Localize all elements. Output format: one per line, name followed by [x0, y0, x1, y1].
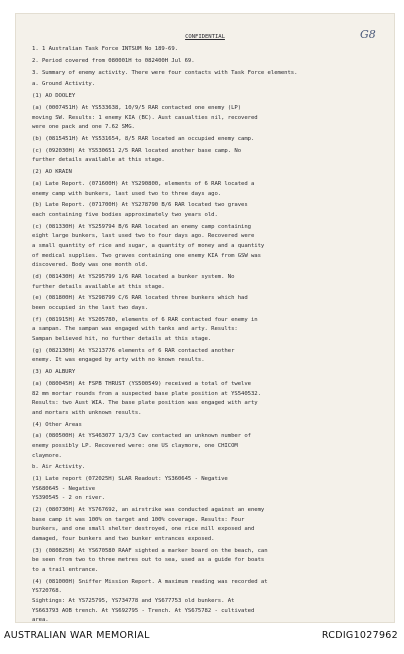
- document-line: (b) Late Report. (071700H) At YS278790 B/6 RAR located two graves: [32, 202, 248, 209]
- document-line: YS720768.: [32, 588, 62, 595]
- document-line: were one pack and one 7.62 SMG.: [32, 124, 135, 131]
- footer-record-id: RCDIG1027962: [321, 630, 398, 641]
- document-line: damaged, four bunkers and two bunker entrances exposed.: [32, 536, 215, 542]
- document-line: (4) Other Areas: [32, 421, 82, 428]
- classification-header: CONFIDENTIAL: [185, 34, 225, 40]
- document-line: (e) (081800H) At YS298799 C/6 RAR located three bunkers which had: [32, 295, 248, 302]
- document-line: base camp it was 100% on target and 100% coverage. Results: Four: [32, 516, 245, 523]
- document-line: (d) (081430H) At YS295799 1/6 RAR located a bunker system. No: [32, 274, 235, 280]
- footer-archive-name: AUSTRALIAN WAR MEMORIAL: [4, 630, 150, 641]
- document-line: and mortars with unknown results.: [32, 409, 142, 416]
- document-page: [16, 14, 394, 622]
- document-line: YS663793 AOB trench. At YS692795 - Trench. At YS675782 - cultivated: [32, 607, 255, 614]
- document-line: (1) AO DOOLEY: [32, 93, 76, 100]
- document-line: (a) (080500H) At YS463077 1/3/3 Cav contacted an unknown number of: [32, 433, 251, 440]
- document-line: claymore.: [32, 452, 62, 459]
- document-line: (4) (081000H) Sniffer Mission Report. A maximum reading was recorded at: [32, 578, 268, 585]
- document-line: (b) (0815451H) At YS531654, 8/5 RAR located an occupied enemy camp.: [32, 136, 255, 142]
- document-line: to a trail entrance.: [32, 567, 99, 573]
- document-line: moving SW. Results: 1 enemy KIA (BC). Aust casualties nil, recovered: [32, 114, 258, 121]
- document-line: of medical supplies. Two graves containing one enemy KIA from GSW was: [32, 252, 261, 259]
- document-line: further details available at this stage.: [32, 157, 165, 164]
- document-line: further details available at this stage.: [32, 283, 165, 290]
- document-line: enemy. It was engaged by arty with no known results.: [32, 357, 205, 364]
- document-line: 3. Summary of enemy activity. There were four contacts with Task Force elements.: [32, 69, 298, 76]
- document-line: area.: [32, 617, 49, 622]
- document-line: (a) Late Report. (071600H) At YS290800, elements of 6 RAR located a: [32, 181, 255, 187]
- document-line: YS390545 - 2 on river.: [32, 495, 105, 502]
- document-line: Results: two Aust WIA. The base plate position was engaged with arty: [32, 400, 258, 407]
- document-line: (c) (081330H) At YS259794 B/6 RAR located an enemy camp containing: [32, 223, 251, 230]
- document-line: each containing five bodies approximately two years old.: [32, 212, 218, 218]
- document-line: discovered. Body was one month old.: [32, 262, 149, 269]
- document-line: (g) (082130H) At YS213776 elements of 6 RAR contacted another: [32, 347, 235, 354]
- handwritten-page-number: G8: [360, 28, 376, 41]
- document-line: enemy camp with bunkers, last used two to three days ago.: [32, 190, 222, 197]
- document-line: 2. Period covered from 080001H to 082400H Jul 69.: [32, 57, 195, 64]
- document-line: (1) Late report (072025H) SLAR Readout: YS360645 - Negative: [32, 476, 228, 483]
- document-line: 1. 1 Australian Task Force INTSUM No 189-69.: [32, 46, 178, 52]
- document-line: been occupied in the last two days.: [32, 305, 149, 311]
- document-line: a. Ground Activity.: [32, 81, 96, 88]
- document-line: eight large bunkers, last used two to four days ago. Recovered were: [32, 233, 255, 240]
- document-line: b. Air Activity.: [32, 464, 86, 471]
- document-line: a sampan. The sampan was engaged with tanks and arty. Results:: [32, 326, 238, 333]
- document-line: (c) (092030H) At YS530651 2/5 RAR located another base camp. No: [32, 147, 242, 154]
- document-line: Sightings: At YS725795, YS734778 and YS677753 old bunkers. At: [32, 598, 235, 604]
- document-line: (a) (080045H) At FSPB THRUST (YS500549) received a total of twelve: [32, 381, 251, 387]
- document-line: (3) AO ALBURY: [32, 369, 76, 376]
- document-line: a small quantity of rice and sugar, a quantity of money and a quantity: [32, 243, 265, 249]
- document-line: YS680645 - Negative: [32, 485, 96, 492]
- document-line: (2) AO KRAIN: [32, 169, 72, 176]
- document-line: (3) (080825H) At YS670580 RAAF sighted a marker board on the beach, can: [32, 547, 268, 554]
- document-line: (f) (081915H) At YS205780, elements of 6 RAR contacted four enemy in: [32, 316, 258, 323]
- document-line: (a) (0007451H) At YS533638, 10/9/5 RAR contacted one enemy (LP): [32, 105, 242, 111]
- document-line: bunkers, and one small shelter destroyed, one rice mill exposed and: [32, 526, 255, 533]
- document-line: be seen from two to three metres out to sea, used as a guide for boats: [32, 557, 265, 564]
- document-line: 82 mm mortar rounds from a suspected base plate position at YS540532.: [32, 390, 261, 397]
- document-line: enemy possibly LP. Recovered were: one US claymore, one CHICOM: [32, 443, 238, 449]
- document-line: (2) (080730H) At YS767692, an airstrike was conducted against an enemy: [32, 507, 265, 514]
- document-line: Sampan believed hit, no further details at this stage.: [32, 336, 212, 342]
